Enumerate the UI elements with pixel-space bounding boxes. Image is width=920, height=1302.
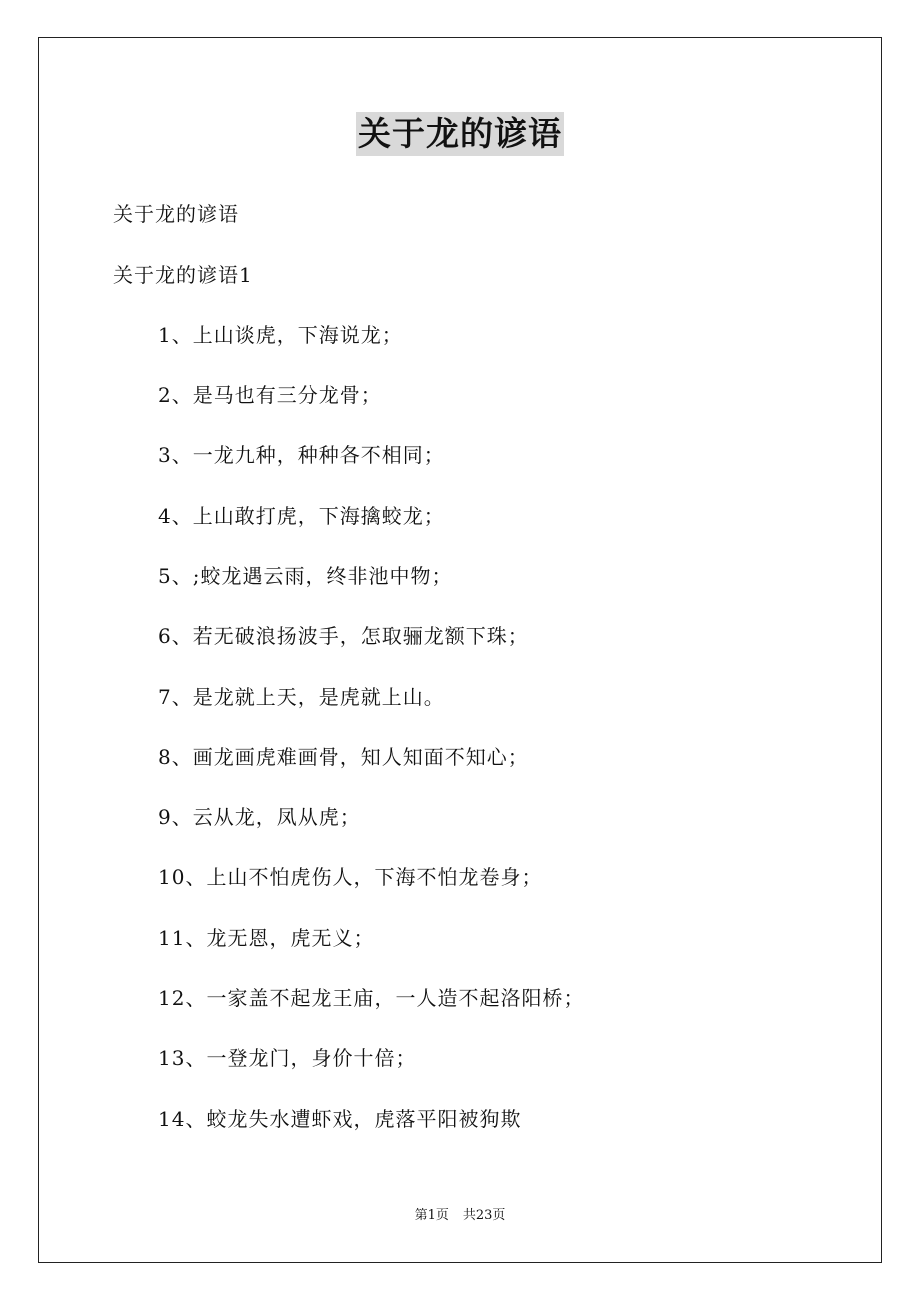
list-item: 8、画龙画虎难画骨，知人知面不知心； — [158, 745, 529, 769]
list-item: 1、上山谈虎，下海说龙； — [158, 323, 403, 347]
list-item: 10、上山不怕虎伤人，下海不怕龙卷身； — [158, 865, 543, 889]
list-item: 6、若无破浪扬波手，怎取骊龙额下珠； — [158, 624, 529, 648]
list-item: 13、一登龙门，身价十倍； — [158, 1046, 417, 1070]
page-total: 共23页 — [462, 1208, 506, 1223]
section-heading: 关于龙的谚语1 — [113, 263, 253, 287]
list-item: 2、是马也有三分龙骨； — [158, 383, 382, 407]
intro-paragraph: 关于龙的谚语 — [113, 202, 239, 226]
list-item: 12、一家盖不起龙王庙，一人造不起洛阳桥； — [158, 986, 585, 1010]
page-footer — [0, 1207, 920, 1225]
list-item: 7、是龙就上天，是虎就上山。 — [158, 685, 445, 709]
list-item: 11、龙无恩，虎无义； — [158, 926, 375, 950]
title-text: 关于龙的谚语 — [356, 112, 564, 156]
list-item: 4、上山敢打虎，下海擒蛟龙； — [158, 504, 445, 528]
list-item: 9、云从龙，凤从虎； — [158, 805, 361, 829]
page-number: 第1页 — [414, 1208, 449, 1223]
list-item: 5、;蛟龙遇云雨，终非池中物； — [158, 564, 453, 588]
document-title — [0, 112, 920, 156]
list-item: 3、一龙九种，种种各不相同； — [158, 443, 445, 467]
list-item: 14、蛟龙失水遭虾戏，虎落平阳被狗欺 — [158, 1107, 522, 1131]
